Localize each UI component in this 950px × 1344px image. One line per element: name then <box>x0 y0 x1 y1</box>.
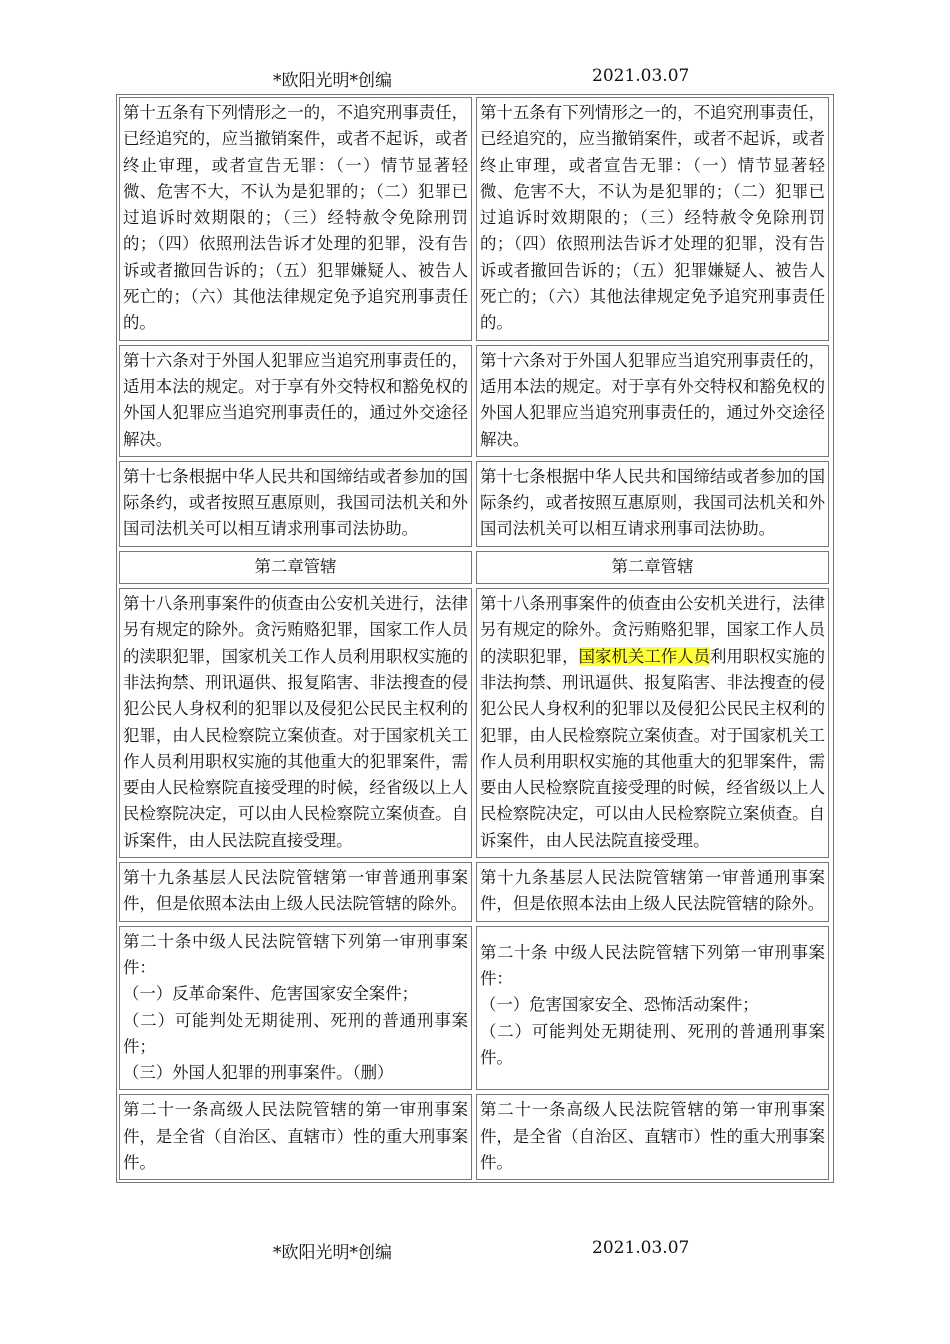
left-cell: 第十八条刑事案件的侦查由公安机关进行，法律另有规定的除外。贪污贿赂犯罪，国家工作人员的渎职犯罪，国家机关工作人员利用职权实施的非法拘禁、刑讯逼供、报复陷害、非法搜查的侵犯公民人身权利的犯罪以及侵犯公民民主权利的犯罪，由人民检察院立案侦查。对于国家机关工作人员利用职权实施的其他重大的犯罪案件，需要由人民检察院直接受理的时候，经省级以上人民检察院决定，可以由人民检察院立案侦查。自诉案件，由人民法院直接受理。 <box>119 588 472 858</box>
right-cell: 第二十条 中级人民法院管辖下列第一审刑事案件： （一）危害国家安全、恐怖活动案件； （二）可能判处无期徒刑、死刑的普通刑事案件。 <box>476 926 829 1091</box>
header-date: 2021.03.07 <box>592 66 690 86</box>
table-row <box>119 97 831 341</box>
right-text-before: 第十八条刑事案件的侦查由公安机关进行，法律另有规定的除外。贪污贿赂犯罪，国家工作人员的渎职犯罪， <box>480 594 825 666</box>
chapter-heading-right: 第二章管辖 <box>476 551 829 584</box>
right-cell <box>476 588 829 858</box>
right-cell: 第十七条根据中华人民共和国缔结或者参加的国际条约，或者按照互惠原则，我国司法机关和外国司法机关可以相互请求刑事司法协助。 <box>476 461 829 547</box>
right-cell: 第二十一条高级人民法院管辖的第一审刑事案件，是全省（自治区、直辖市）性的重大刑事案件。 <box>476 1094 829 1180</box>
table-row <box>119 926 831 1091</box>
table-row <box>119 345 831 457</box>
left-cell: 第十九条基层人民法院管辖第一审普通刑事案件，但是依照本法由上级人民法院管辖的除外。 <box>119 862 472 922</box>
footer-author: *欧阳光明*创编 <box>273 1243 392 1263</box>
table-row <box>119 461 831 547</box>
page-header <box>0 62 950 92</box>
right-cell: 第十六条对于外国人犯罪应当追究刑事责任的，适用本法的规定。对于享有外交特权和豁免权的外国人犯罪应当追究刑事责任的，通过外交途径解决。 <box>476 345 829 457</box>
header-author: *欧阳光明*创编 <box>273 71 392 91</box>
right-text-after: 利用职权实施的非法拘禁、刑讯逼供、报复陷害、非法搜查的侵犯公民人身权利的犯罪以及侵犯公民民主权利的犯罪，由人民检察院立案侦查。对于国家机关工作人员利用职权实施的其他重大的犯罪案件，需要由人民检察院直接受理的时候，经省级以上人民检察院决定，可以由人民检察院立案侦查。自诉案件，由人民法院直接受理。 <box>480 646 826 850</box>
chapter-heading-left: 第二章管辖 <box>119 551 472 584</box>
table-row <box>119 1094 831 1180</box>
table-row <box>119 862 831 922</box>
highlighted-text: 国家机关工作人员 <box>578 646 711 666</box>
table-row <box>119 551 831 584</box>
page-footer <box>0 1234 950 1264</box>
left-cell: 第十七条根据中华人民共和国缔结或者参加的国际条约，或者按照互惠原则，我国司法机关和外国司法机关可以相互请求刑事司法协助。 <box>119 461 472 547</box>
left-cell: 第十六条对于外国人犯罪应当追究刑事责任的，适用本法的规定。对于享有外交特权和豁免权的外国人犯罪应当追究刑事责任的，通过外交途径解决。 <box>119 345 472 457</box>
footer-date: 2021.03.07 <box>592 1238 690 1258</box>
left-cell: 第二十条中级人民法院管辖下列第一审刑事案件： （一）反革命案件、危害国家安全案件； （二）可能判处无期徒刑、死刑的普通刑事案件； （三）外国人犯罪的刑事案件。（删） <box>119 926 472 1091</box>
comparison-table <box>116 94 834 1183</box>
table-row <box>119 588 831 858</box>
left-cell: 第十五条有下列情形之一的，不追究刑事责任，已经追究的，应当撤销案件，或者不起诉，或者终止审理，或者宣告无罪：（一）情节显著轻微、危害不大，不认为是犯罪的；（二）犯罪已过追诉时效期限的；（三）经特赦令免除刑罚的；（四）依照刑法告诉才处理的犯罪，没有告诉或者撤回告诉的；（五）犯罪嫌疑人、被告人死亡的；（六）其他法律规定免予追究刑事责任的。 <box>119 97 472 341</box>
right-cell: 第十九条基层人民法院管辖第一审普通刑事案件，但是依照本法由上级人民法院管辖的除外。 <box>476 862 829 922</box>
left-cell: 第二十一条高级人民法院管辖的第一审刑事案件，是全省（自治区、直辖市）性的重大刑事案件。 <box>119 1094 472 1180</box>
right-cell: 第十五条有下列情形之一的，不追究刑事责任，已经追究的，应当撤销案件，或者不起诉，或者终止审理，或者宣告无罪：（一）情节显著轻微、危害不大，不认为是犯罪的；（二）犯罪已过追诉时效期限的；（三）经特赦令免除刑罚的；（四）依照刑法告诉才处理的犯罪，没有告诉或者撤回告诉的；（五）犯罪嫌疑人、被告人死亡的；（六）其他法律规定免予追究刑事责任的。 <box>476 97 829 341</box>
